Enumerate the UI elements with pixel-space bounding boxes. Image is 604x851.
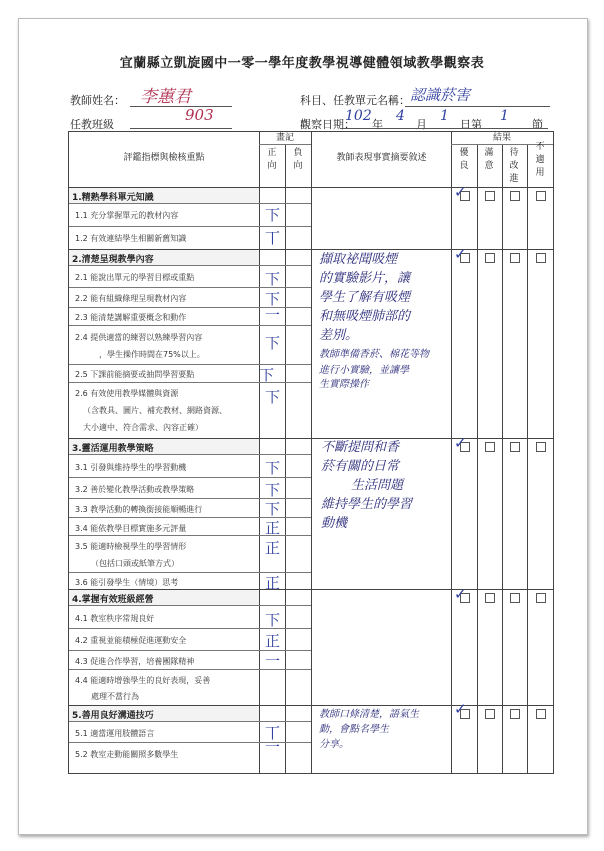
note-line: 的實驗影片，讓: [319, 271, 411, 286]
teacher-name-underline: [130, 106, 232, 107]
row-line: [69, 364, 311, 365]
col-sep-6: [502, 144, 503, 773]
date-year-unit: 年: [372, 118, 383, 131]
result-header: 結果: [492, 133, 511, 143]
result-checkbox-s2-c4[interactable]: [536, 253, 546, 263]
row-line: [69, 325, 311, 326]
tally-1-1: 下: [265, 206, 281, 224]
item-3-1: 3.1 引發與維持學生的學習動機: [75, 463, 187, 472]
result-checkbox-s4-c4[interactable]: [536, 593, 546, 603]
section-line: [69, 589, 553, 590]
date-day: 1: [440, 108, 449, 124]
note-line: 教師口條清楚，語氣生: [319, 709, 419, 720]
note-line: 菸有關的日常: [321, 459, 400, 474]
col-sep-5: [477, 144, 478, 773]
note-line: 進行小實驗，並讓學: [319, 365, 409, 376]
item-4-4: 4.4 能適時增強學生的良好表現，妥善: [75, 676, 211, 685]
item-1-2: 1.2 有效連結學生相關新舊知識: [75, 234, 187, 243]
tally-5-1: 丅: [265, 724, 281, 742]
item-2-6: 2.6 有效使用教學媒體與資源: [75, 389, 179, 398]
section-line: [69, 705, 553, 706]
note-line: 教師準備香菸、棉花等物: [319, 349, 429, 360]
tally-4-1: 下: [265, 611, 281, 629]
item-2-1: 2.1 能說出單元的學習目標或重點: [75, 273, 195, 282]
tally-3-2: 下: [265, 481, 281, 499]
row-line: [69, 382, 311, 383]
item-3-6: 3.6 能引發學生（情境）思考: [75, 578, 179, 587]
note-line: 維持學生的學習: [321, 497, 413, 512]
col-sep-7: [527, 144, 528, 773]
subject-underline: [405, 106, 550, 107]
item-3-4: 3.4 能依教學目標實施多元評量: [75, 524, 187, 533]
tally-2-3: 一: [265, 306, 281, 324]
item-2-2: 2.2 能有組織條理呈現教材內容: [75, 294, 187, 303]
summary-header: 教師表現事實摘要敘述: [336, 153, 427, 163]
result-checkbox-s1-c3[interactable]: [510, 191, 520, 201]
item-2-4-cont: ，學生操作時間在75%以上。: [99, 350, 205, 359]
item-4-1: 4.1 教室秩序常規良好: [75, 614, 155, 623]
class-value: 903: [185, 106, 214, 124]
result-checkbox-s3-c3[interactable]: [510, 442, 520, 452]
result-checkbox-s3-c2[interactable]: [485, 442, 495, 452]
section-2-title: 2.清楚呈現教學內容: [72, 255, 154, 265]
section-line: [69, 249, 553, 250]
tally-4-2: 正: [265, 632, 281, 650]
item-2-6-cont-2: 大小適中、符合需求、內容正確）: [83, 423, 203, 432]
col-sep-4: [451, 132, 452, 773]
observation-table: [68, 131, 554, 774]
tally-4-3: 一: [265, 652, 281, 670]
result-checkbox-s1-c4[interactable]: [536, 191, 546, 201]
section-3-title: 3.靈活運用教學策略: [72, 444, 154, 454]
item-3-2: 3.2 善於變化教學活動或教學策略: [75, 485, 195, 494]
date-label: 觀察日期：: [300, 118, 355, 131]
result-checkbox-s3-c4[interactable]: [536, 442, 546, 452]
section-5-title: 5.善用良好溝通技巧: [72, 711, 154, 721]
note-line: 生實際操作: [319, 379, 369, 390]
tally-2-1: 下: [265, 270, 281, 288]
item-1-1: 1.1 充分掌握單元的教材內容: [75, 211, 179, 220]
tally-3-1: 下: [265, 459, 281, 477]
item-2-4: 2.4 提供適當的練習以熟練學習內容: [75, 333, 203, 342]
teacher-name: 李蕙君: [140, 87, 191, 107]
tally-2-2: 下: [265, 290, 281, 308]
item-3-5: 3.5 能適時檢視學生的學習情形: [75, 542, 187, 551]
notes-section-3: [321, 438, 412, 533]
item-2-5: 2.5 下課前能摘要或抽問學習要點: [75, 370, 195, 379]
tally-1-2: 丅: [265, 229, 281, 247]
notes-section-2: [319, 250, 429, 392]
note-line: 擷取祕聞吸煙: [319, 252, 398, 267]
check-section-3-excellent: ✓: [454, 434, 467, 452]
tally-2-5: 下: [259, 366, 275, 384]
date-period: 1: [500, 108, 509, 124]
result-excellent-header: 優良: [459, 148, 469, 171]
note-line: 生活問題: [351, 478, 404, 493]
teacher-label: 教師姓名：: [70, 94, 125, 107]
header-bottom-line: [69, 187, 553, 188]
result-checkbox-s5-c2[interactable]: [485, 709, 495, 719]
check-section-2-excellent: ✓: [454, 245, 467, 263]
result-checkbox-s5-c4[interactable]: [536, 709, 546, 719]
result-checkbox-s5-c3[interactable]: [510, 709, 520, 719]
date-month: 4: [396, 108, 405, 124]
note-line: 學生了解有吸煙: [319, 290, 411, 305]
class-underline: [130, 128, 232, 129]
date-month-unit: 月: [416, 118, 427, 131]
check-section-1-excellent: ✓: [454, 183, 467, 201]
item-2-6-cont-1: （含教具、圖片、補充教材、網路資源、: [83, 406, 227, 415]
negative-header: 負向: [293, 148, 303, 171]
tally-3-6: 正: [265, 574, 281, 592]
result-checkbox-s4-c3[interactable]: [510, 593, 520, 603]
date-period-unit: 節: [532, 118, 543, 131]
tally-2-4: 下: [265, 334, 281, 352]
note-line: 差別。: [319, 328, 359, 343]
result-checkbox-s2-c2[interactable]: [485, 253, 495, 263]
notes-section-5: [319, 707, 419, 752]
date-year: 102: [345, 108, 372, 124]
check-section-4-excellent: ✓: [454, 585, 467, 603]
result-checkbox-s2-c3[interactable]: [510, 253, 520, 263]
row-line: [69, 265, 311, 266]
col-sep-3: [311, 132, 312, 773]
section-1-title: 1.精熟學科單元知識: [72, 193, 154, 203]
section-line: [69, 438, 553, 439]
tally-3-4: 正: [265, 519, 281, 537]
note-line: 和無吸煙肺部的: [319, 309, 411, 324]
item-4-3: 4.3 促進合作學習，培養團隊精神: [75, 657, 195, 666]
result-satisfied-header: 滿意: [484, 148, 494, 171]
item-3-5-cont: （包括口頭或紙筆方式）: [91, 559, 179, 568]
date-underline: [340, 128, 548, 129]
criteria-header: 評鑑指標與檢核重點: [123, 153, 205, 163]
subject-value: 認識菸害: [410, 86, 471, 104]
col-sep-2: [285, 144, 286, 773]
result-checkbox-s4-c2[interactable]: [485, 593, 495, 603]
result-improve-header: 待改進: [509, 148, 519, 184]
tally-3-3: 下: [265, 500, 281, 518]
note-line: 動，會點名學生: [319, 724, 389, 735]
item-5-2: 5.2 教室走動能關照多數學生: [75, 750, 179, 759]
item-2-3: 2.3 能清楚講解重要概念和動作: [75, 313, 187, 322]
date-day-unit: 日第: [460, 118, 482, 131]
check-section-5-excellent: ✓: [454, 700, 467, 718]
positive-header: 正向: [267, 148, 277, 171]
note-line: 動機: [321, 516, 348, 531]
result-checkbox-s1-c2[interactable]: [485, 191, 495, 201]
tally-3-5: 正: [265, 539, 281, 557]
row-line: [69, 605, 311, 606]
item-4-2: 4.2 重視並能積極促進運動安全: [75, 636, 187, 645]
class-label: 任教班級: [70, 118, 114, 131]
item-5-1: 5.1 適當運用肢體語言: [75, 729, 155, 738]
note-line: 分享。: [319, 739, 349, 750]
section-4-title: 4.掌握有效班級經營: [72, 595, 154, 605]
tally-2-6: 下: [265, 388, 281, 406]
tally-header: 畫記: [275, 133, 294, 143]
tally-5-2: 一: [265, 738, 281, 756]
note-line: 不斷提問和香: [321, 440, 400, 455]
result-na-header: 不適用: [535, 142, 545, 178]
item-4-4-cont: 處理不當行為: [91, 692, 139, 701]
col-sep-1: [259, 132, 260, 773]
row-line: [69, 454, 311, 455]
form-title: 宜蘭縣立凱旋國中一零一學年度教學視導健體領域教學觀察表: [119, 56, 485, 71]
item-3-3: 3.3 教學活動的轉換銜接能順暢進行: [75, 505, 203, 514]
subject-label: 科目、任教單元名稱：: [300, 94, 410, 107]
